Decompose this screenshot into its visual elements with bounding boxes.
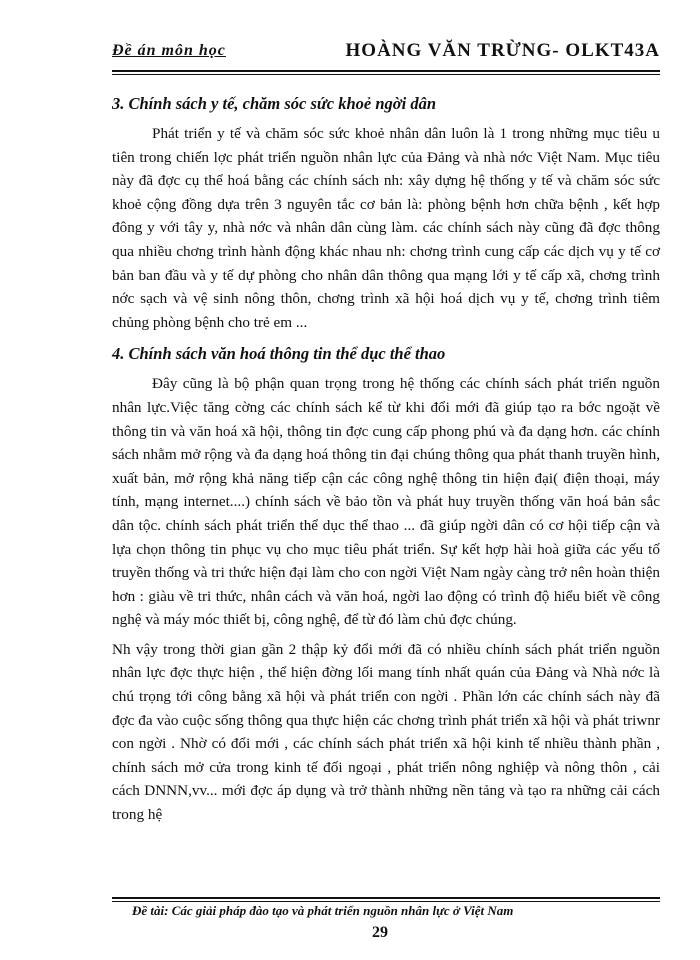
page-body [112,84,660,833]
paragraph-conclusion: Nh vậy trong thời gian gần 2 thập kỷ đổi mới đã có nhiều chính sách phát triển nguồn nhân lực đợc thực hiện , thể hiện đờng lối mang tính nhất quán của Đảng và Nhà nớc là chú trọng tới công bằng xã hội và phát triển con ngời . Phần lớn các chính sách này đã đợc đa vào cuộc sống thông qua thực hiện các chơng trình phát triển xã hội và phát triwnr con ngời . Nhờ có đổi mới , các chính sách phát triển xã hội kinh tế nhiều thành phần , chính sách mở cửa trong kinh tế đối ngoại , phát triển nông nghiệp và nông thôn , cải cách DNNN,vv... mới đợc áp dụng và trở thành những nền tảng và tạo ra những cải cách trong hệ [112,640,660,824]
footer-divider [112,897,660,899]
header-divider [112,70,660,72]
page-header [112,40,660,68]
header-divider-thin [112,74,660,75]
section-heading-health: 3. Chính sách y tế, chăm sóc sức khoẻ ngời dân [112,94,437,113]
paragraph-health: Phát triển y tế và chăm sóc sức khoẻ nhân dân luôn là 1 trong những mục tiêu u tiên trong chiến lợc phát triển nguồn nhân lực của Đảng và nhà nớc Việt Nam. Mục tiêu này đã đợc cụ thể hoá bằng các chính sách nh: xây dựng hệ thống y tế và chăm sóc sức khoẻ cộng đồng dựa trên 3 nguyên tắc cơ bản là: phòng bệnh hơn chữa bệnh , kết hợp đông y với tây y, nhà nớc và nhân dân cùng làm. các chính sách này cũng đã đợc thông qua nhiều chơng trình hành động khác nhau nh: chơng trình cung cấp các dịch vụ y tế cơ bản ban đầu và y tế dự phòng cho nhân dân thông qua mạng lới y tế cấp xã, chơng trình nớc sạch và vệ sinh nông thôn, chơng trình xã hội hoá dịch vụ y tế, chơng trình tiêm chủng phòng bệnh cho trẻ em ... [112,125,660,331]
header-document-type: Đề án môn học [112,42,226,59]
page-number: 29 [372,924,388,941]
footer-divider-thin [112,901,660,902]
header-author: HOÀNG VĂN TRỪNG- OLKT43A [345,40,660,61]
footer-topic: Đề tài: Các giải pháp đào tạo và phát triển nguồn nhân lực ở Việt Nam [132,903,514,918]
section-heading-culture: 4. Chính sách văn hoá thông tin thể dục thể thao [112,344,446,364]
paragraph-culture: Đây cũng là bộ phận quan trọng trong hệ thống các chính sách phát triển nguồn nhân lực.Việc tăng cờng các chính sách kể từ khi đổi mới đã giúp tạo ra bớc ngoặt về thông tin và văn hoá xã hội, thông tin đợc cung cấp phong phú và đa dạng hơn. các chính sách nhằm mở rộng và đa dạng hoá thông tin đại chúng thông qua phát thanh truyền hình, xuất bản, mở rộng khả năng tiếp cận các công nghệ thông tin hiện đại( điện thoại, máy tính, mạng internet....) chính sách về bảo tồn và phát huy truyền thống văn hoá bản sắc dân tộc. chính sách phát triển thể dục thể thao ... đã giúp ngời dân có cơ hội tiếp cận và lựa chọn thông tin phục vụ cho mục tiêu phát triển. Sự kết hợp hài hoà giữa các yếu tố truyền thống và tri thức hiện đại làm cho con ngời Việt Nam ngày càng trở nên hoàn thiện hơn : giàu về tri thức, nhân cách và văn hoá, ngời lao động có trình độ hiểu biết về công nghệ và máy móc thiết bị, công nghệ, để từ đó làm chủ đợc chúng. [112,375,660,629]
